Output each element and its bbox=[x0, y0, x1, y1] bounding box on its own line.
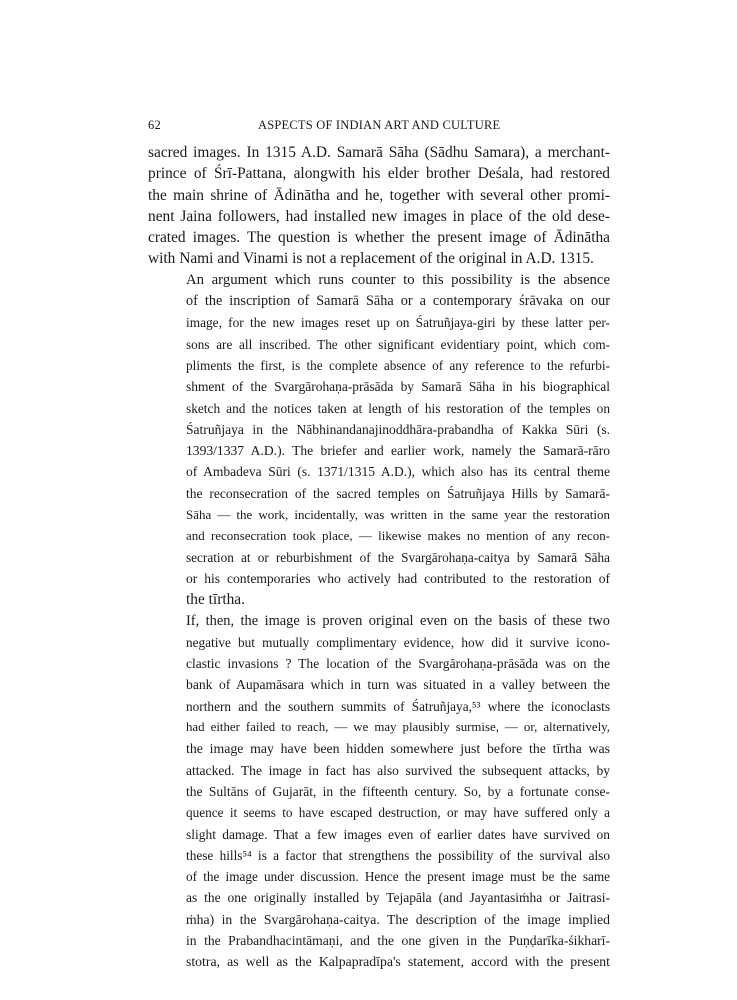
text-line: sacred images. In 1315 A.D. Samarā Sāha (Sādhu Samara), a merchant- bbox=[148, 144, 610, 161]
text-line: Sāha — the work, incidentally, was written in the same year the restoration bbox=[186, 507, 610, 523]
text-line: ṁha) in the Svargārohaṇa-caitya. The description of the image implied bbox=[186, 911, 610, 927]
paragraph-1 bbox=[148, 142, 610, 270]
text-line: An argument which runs counter to this possibility is the absence bbox=[186, 271, 610, 288]
text-line: nent Jaina followers, had installed new images in place of the old dese- bbox=[148, 207, 610, 225]
text-line: If, then, the image is proven original even on the basis of these two bbox=[186, 612, 610, 629]
text-line: stotra, as well as the Kalpapradīpa's statement, accord with the present bbox=[186, 954, 610, 970]
text-line: Śatruñjaya in the Nābhinandanajinoddhāra-prabandha of Kakka Sūri (s. bbox=[186, 421, 610, 437]
paragraph-2 bbox=[148, 270, 610, 611]
text-line: attacked. The image in fact has also survived the subsequent attacks, by bbox=[186, 762, 610, 778]
page-header bbox=[148, 118, 610, 136]
text-line: crated images. The question is whether the present image of Ādinātha bbox=[148, 229, 610, 247]
text-line: northern and the southern summits of Śatruñjaya,⁵³ where the iconoclasts bbox=[186, 698, 610, 714]
text-line: had either failed to reach, — we may plausibly surmise, — or, alternatively, bbox=[186, 720, 610, 735]
text-line: or his contemporaries who actively had contributed to the restoration of bbox=[186, 570, 610, 586]
text-line: image, for the new images reset up on Śatruñjaya-giri by these latter per- bbox=[186, 315, 610, 331]
text-line: shment of the Svargārohaṇa-prāsāda by Samarā Sāha in his biographical bbox=[186, 379, 610, 395]
text-line: the Sultāns of Gujarāt, in the fifteenth century. So, by a fortunate conse- bbox=[186, 783, 610, 799]
text-line: the reconsecration of the sacred temples on Śatruñjaya Hills by Samarā- bbox=[186, 485, 610, 501]
text-line: these hills⁵⁴ is a factor that strengthens the possibility of the survival also bbox=[186, 847, 610, 863]
text-line: sons are all inscribed. The other significant evidentiary point, which com- bbox=[186, 336, 610, 352]
text-line: negative but mutually complimentary evidence, how did it survive icono- bbox=[186, 634, 610, 650]
text-line: bank of Aupamāsara which in turn was situated in a valley between the bbox=[186, 677, 610, 693]
text-line: of the image under discussion. Hence the present image must be the same bbox=[186, 869, 610, 885]
page-number: 62 bbox=[148, 118, 161, 132]
text-line: as the one originally installed by Tejapāla (and Jayantasiṁha or Jaitrasi- bbox=[186, 890, 610, 906]
text-line: prince of Śrī-Pattana, alongwith his elder brother Deśala, had restored bbox=[148, 165, 610, 183]
paragraph-3 bbox=[148, 611, 610, 973]
text-line: quence it seems to have escaped destruction, or may have suffered only a bbox=[186, 805, 610, 821]
text-line: 1393/1337 A.D.). The briefer and earlier work, namely the Samarā-rāro bbox=[186, 443, 610, 459]
text-line: and reconsecration took place, — likewise makes no mention of any recon- bbox=[186, 528, 610, 544]
text-line: secration at or reburbishment of the Svargārohaṇa-caitya by Samarā Sāha bbox=[186, 549, 610, 565]
text-line: sketch and the notices taken at length of his restoration of the temples on bbox=[186, 400, 610, 416]
text-line: the image may have been hidden somewhere just before the tīrtha was bbox=[186, 741, 610, 757]
text-line: with Nami and Vinami is not a replacement of the original in A.D. 1315. bbox=[148, 250, 594, 268]
body-text bbox=[148, 142, 610, 973]
text-line: of Ambadeva Sūri (s. 1371/1315 A.D.), which also has its central theme bbox=[186, 464, 610, 480]
text-line: the main shrine of Ādinātha and he, together with several other promi- bbox=[148, 186, 610, 204]
text-line: slight damage. That a few images even of earlier dates have survived on bbox=[186, 826, 610, 842]
text-line: the tīrtha. bbox=[186, 591, 245, 609]
running-title: ASPECTS OF INDIAN ART AND CULTURE bbox=[258, 118, 501, 132]
text-line: of the inscription of Samarā Sāha or a contemporary śrāvaka on our bbox=[186, 293, 610, 310]
text-line: pliments the first, is the complete absence of any reference to the refurbi- bbox=[186, 357, 610, 373]
text-line: in the Prabandhacintāmaṇi, and the one given in the Puṇḍarīka-śikharī- bbox=[186, 932, 610, 948]
text-line: clastic invasions ? The location of the Svargārohaṇa-prāsāda was on the bbox=[186, 656, 610, 672]
